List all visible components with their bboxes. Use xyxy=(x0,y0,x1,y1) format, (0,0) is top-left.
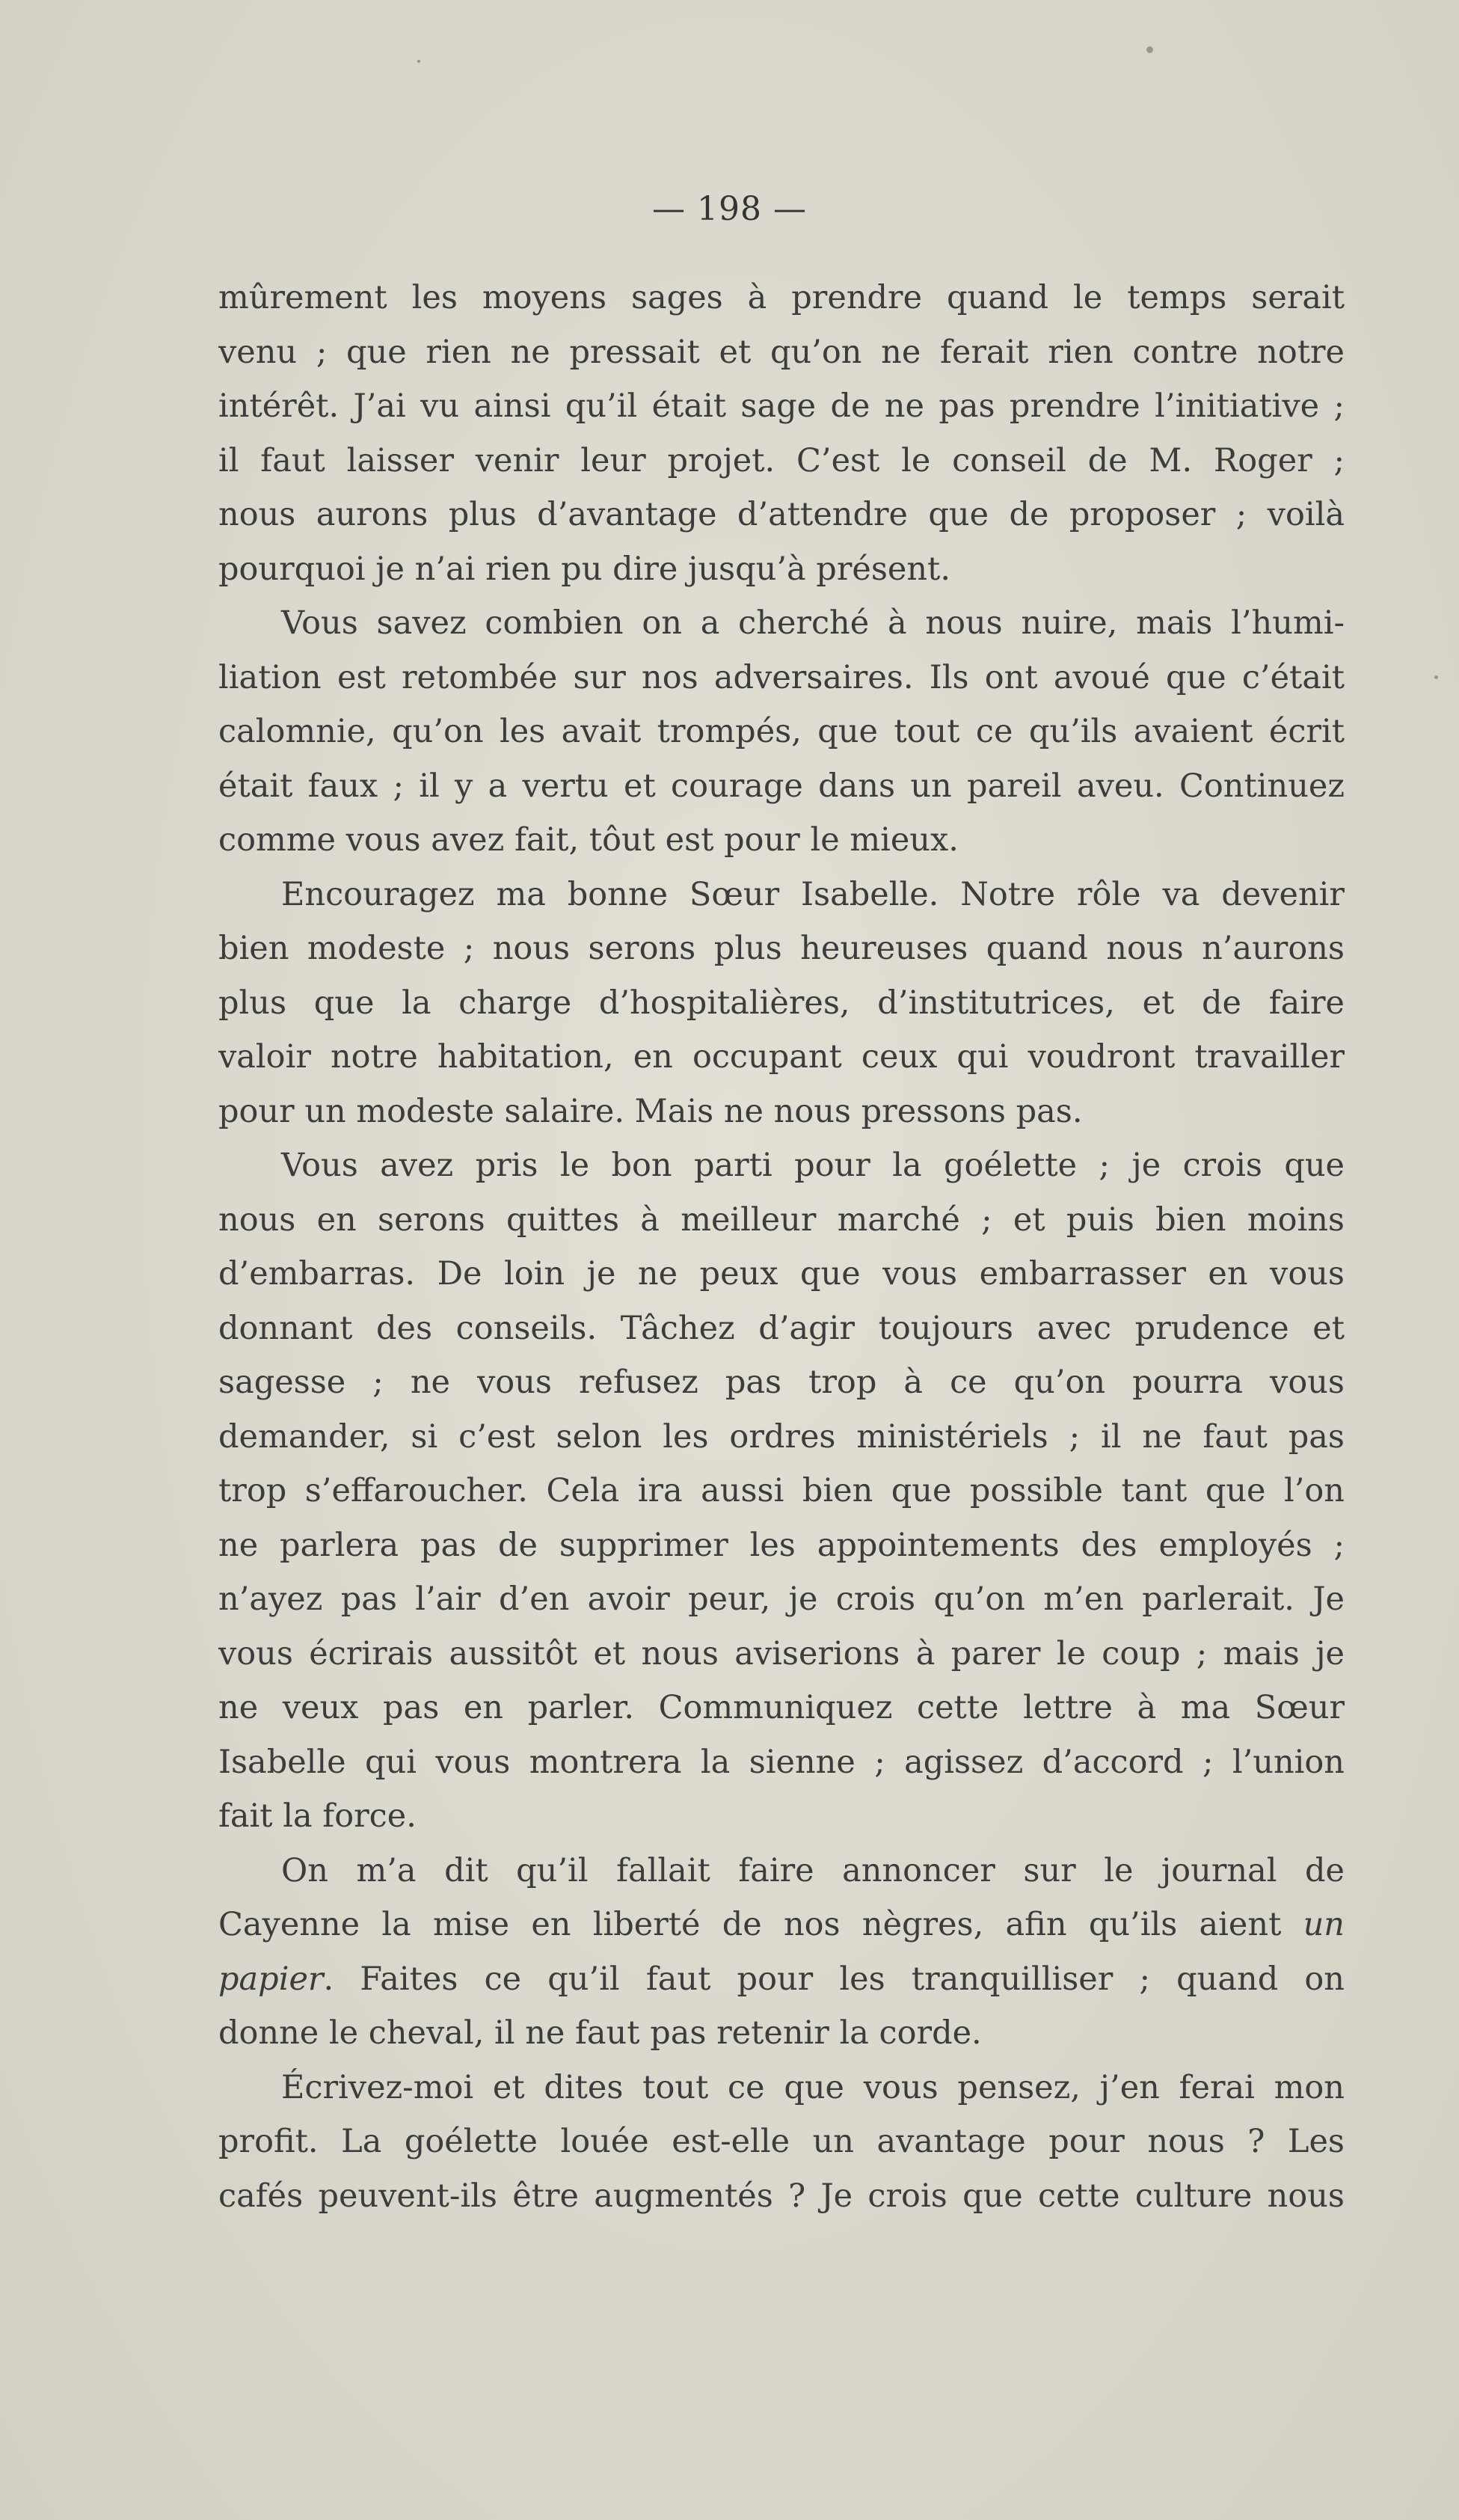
text-line: valoir notre habitation, en occupant ceux qui voudront travailler xyxy=(218,1038,1345,1076)
text-line: était faux ; il y a vertu et courage dans un pareil aveu. Continuez xyxy=(218,767,1345,805)
text-line: il faut laisser venir leur projet. C’est le conseil de M. Roger ; xyxy=(218,441,1345,479)
text-line: donne le cheval, il ne faut pas retenir la corde. xyxy=(218,2014,982,2052)
text-run: Cayenne la mise en liberté de nos nègres, afin qu’ils aient xyxy=(218,1906,1303,1943)
text-line: ne veux pas en parler. Communiquez cette lettre à ma Sœur xyxy=(218,1689,1345,1726)
text-run: . Faites ce qu’il faut pour les tranquilliser ; quand on xyxy=(323,1960,1345,1998)
italic-word: papier xyxy=(218,1960,324,1998)
text-line: intérêt. J’ai vu ainsi qu’il était sage de ne pas prendre l’initiative ; xyxy=(218,387,1345,425)
text-line: demander, si c’est selon les ordres ministériels ; il ne faut pas xyxy=(218,1417,1345,1456)
text-line: pour un modeste salaire. Mais ne nous pressons pas. xyxy=(218,1092,1083,1130)
body-text xyxy=(218,271,1345,2223)
text-line xyxy=(218,1952,1345,2007)
text-line xyxy=(218,1898,1345,1952)
text-line: nous en serons quittes à meilleur marché ; et puis bien moins xyxy=(218,1201,1345,1239)
text-line: Vous avez pris le bon parti pour la goélette ; je crois que xyxy=(281,1147,1345,1184)
text-line: Vous savez combien on a cherché à nous nuire, mais l’humi- xyxy=(281,604,1345,642)
text-line: n’ayez pas l’air d’en avoir peur, je crois qu’on m’en parlerait. Je xyxy=(218,1581,1345,1618)
text-line: venu ; que rien ne pressait et qu’on ne ferait rien contre notre xyxy=(218,333,1345,371)
paper-speck xyxy=(1434,675,1438,679)
text-line: Encouragez ma bonne Sœur Isabelle. Notre rôle va devenir xyxy=(281,875,1345,913)
text-line: plus que la charge d’hospitalières, d’institutrices, et de faire xyxy=(218,984,1345,1022)
text-line: fait la force. xyxy=(218,1797,417,1835)
paper-speck xyxy=(1146,46,1153,53)
text-line: mûrement les moyens sages à prendre quand le temps serait xyxy=(218,279,1345,316)
page-number: — 198 — xyxy=(652,190,807,228)
italic-word: un xyxy=(1303,1906,1345,1943)
text-line: nous aurons plus d’avantage d’attendre que de proposer ; voilà xyxy=(218,496,1345,533)
text-line: donnant des conseils. Tâchez d’agir toujours avec prudence et xyxy=(218,1309,1345,1347)
text-line: vous écrirais aussitôt et nous aviserions à parer le coup ; mais je xyxy=(218,1634,1345,1673)
text-line: comme vous avez fait, tôut est pour le mieux. xyxy=(218,821,959,859)
paper-speck xyxy=(417,60,420,63)
text-line: ne parlera pas de supprimer les appointements des employés ; xyxy=(218,1526,1345,1564)
text-line: liation est retombée sur nos adversaires. Ils ont avoué que c’était xyxy=(218,658,1345,696)
text-line: cafés peuvent-ils être augmentés ? Je crois que cette culture nous xyxy=(218,2177,1345,2215)
text-line: Écrivez-moi et dites tout ce que vous pensez, j’en ferai mon xyxy=(281,2068,1345,2106)
text-line: calomnie, qu’on les avait trompés, que tout ce qu’ils avaient écrit xyxy=(218,713,1345,750)
text-line: trop s’effaroucher. Cela ira aussi bien que possible tant que l’on xyxy=(218,1472,1345,1509)
text-line: bien modeste ; nous serons plus heureuses quand nous n’aurons xyxy=(218,930,1345,967)
text-line: Isabelle qui vous montrera la sienne ; agissez d’accord ; l’union xyxy=(218,1743,1345,1781)
text-line: sagesse ; ne vous refusez pas trop à ce qu’on pourra vous xyxy=(218,1364,1345,1401)
text-line: pourquoi je n’ai rien pu dire jusqu’à présent. xyxy=(218,550,950,588)
text-line: profit. La goélette louée est-elle un avantage pour nous ? Les xyxy=(218,2123,1345,2160)
text-line: d’embarras. De loin je ne peux que vous embarrasser en vous xyxy=(218,1255,1345,1293)
text-line: On m’a dit qu’il fallait faire annoncer sur le journal de xyxy=(281,1851,1345,1889)
